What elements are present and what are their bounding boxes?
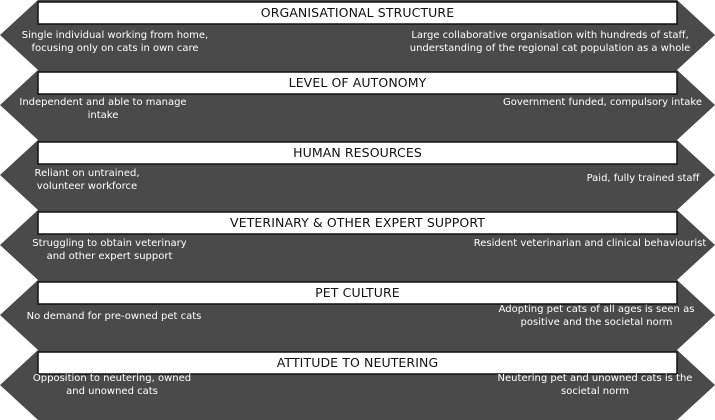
left-extreme-text: Struggling to obtain veterinary and other expert support	[32, 238, 187, 262]
left-extreme-text: Single individual working from home, focusing only on cats in own care	[21, 30, 209, 54]
row-title: VETERINARY & OTHER EXPERT SUPPORT	[230, 215, 485, 230]
row-title: ATTITUDE TO NEUTERING	[276, 355, 439, 370]
left-extreme-text: No demand for pre-owned pet cats	[26, 311, 202, 322]
row-title: PET CULTURE	[315, 285, 400, 300]
row-title: HUMAN RESOURCES	[293, 145, 422, 160]
right-extreme-text: Neutering pet and unowned cats is the societal norm	[497, 373, 693, 397]
right-extreme-text: Paid, fully trained staff	[586, 173, 700, 184]
row-title: LEVEL OF AUTONOMY	[288, 75, 427, 90]
left-extreme-text: Opposition to neutering, owned and unowned cats	[32, 373, 192, 397]
right-extreme-text: Government funded, compulsory intake	[502, 97, 703, 108]
left-extreme-text: Reliant on untrained, volunteer workforce	[34, 168, 140, 192]
right-extreme-text: Large collaborative organisation with hundreds of staff, understanding of the regional cat population as a whole	[409, 30, 691, 54]
row-title: ORGANISATIONAL STRUCTURE	[260, 5, 455, 20]
right-extreme-text: Adopting pet cats of all ages is seen as positive and the societal norm	[498, 304, 695, 328]
right-extreme-text: Resident veterinarian and clinical behaviourist	[473, 238, 707, 249]
left-extreme-text: Independent and able to manage intake	[19, 97, 187, 121]
